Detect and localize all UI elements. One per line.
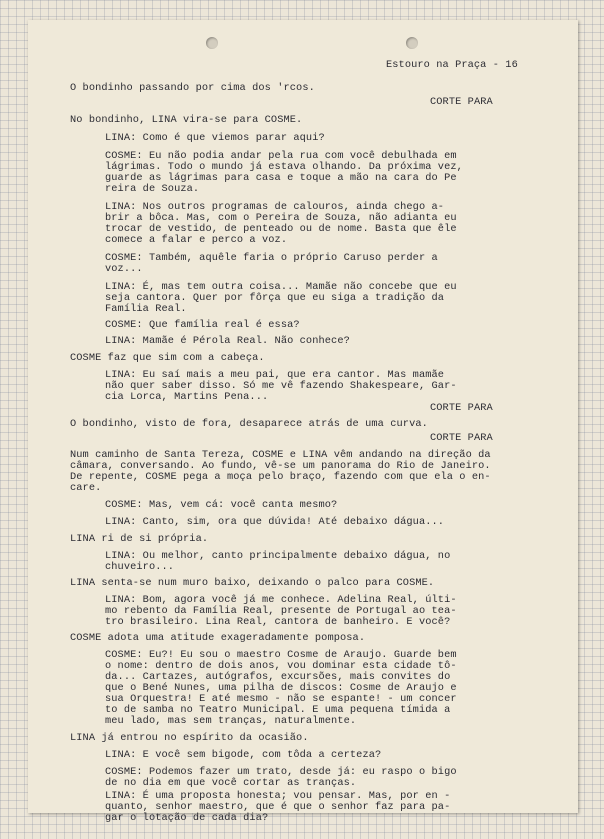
action-line: De repente, COSME pega a moça pelo braço, fazendo com que ela o en- <box>70 471 491 483</box>
dialogue-line: lágrimas. Todo o mundo já estava olhando. Da próxima vez, <box>105 161 463 173</box>
transition-line: CORTE PARA <box>430 402 493 414</box>
action-line: LINA já entrou no espírito da ocasião. <box>70 732 309 744</box>
dialogue-line: COSME: Podemos fazer um trato, desde já: eu raspo o bigo <box>105 766 457 778</box>
action-line: care. <box>70 482 102 494</box>
dialogue-line: chuveiro... <box>105 561 175 573</box>
page-header: Estouro na Praça - 16 <box>386 59 518 71</box>
dialogue-line: da... Cartazes, autógrafos, excursões, mais convites do <box>105 671 451 683</box>
dialogue-line: seja cantora. Quer por fôrça que eu siga a tradição da <box>105 292 445 304</box>
dialogue-line: gar o lotação de cada dia? <box>105 812 269 824</box>
action-line: LINA senta-se num muro baixo, deixando o palco para COSME. <box>70 577 435 589</box>
typewritten-page <box>28 20 578 824</box>
dialogue-line: o nome: dentro de dois anos, vou dominar esta cidade tô- <box>105 660 457 672</box>
action-line: No bondinho, LINA vira-se para COSME. <box>70 114 303 126</box>
dialogue-line: Família Real. <box>105 303 187 315</box>
dialogue-line: COSME: Mas, vem cá: você canta mesmo? <box>105 499 338 511</box>
dialogue-line: LINA: É uma proposta honesta; vou pensar. Mas, por en - <box>105 790 451 802</box>
dialogue-line: de no dia em que você cortar as tranças. <box>105 777 357 789</box>
dialogue-line: meu lado, mas sem tranças, naturalmente. <box>105 715 357 727</box>
dialogue-line: voz... <box>105 263 143 275</box>
dialogue-line: COSME: Eu?! Eu sou o maestro Cosme de Araujo. Guarde bem <box>105 649 457 661</box>
dialogue-line: brir a bôca. Mas, com o Pereira de Souza, não adianta eu <box>105 212 457 224</box>
dialogue-line: LINA: Bom, agora você já me conhece. Adelina Real, últi- <box>105 594 457 606</box>
dialogue-line: que o Bené Nunes, uma pilha de discos: Cosme de Araujo e <box>105 682 457 694</box>
dialogue-line: LINA: É, mas tem outra coisa... Mamãe não concebe que eu <box>105 281 457 293</box>
dialogue-line: sua Orquestra! E até mesmo - não se espante! - um concer <box>105 693 457 705</box>
dialogue-line: LINA: Canto, sim, ora que dúvida! Até debaixo dágua... <box>105 516 445 528</box>
dialogue-line: LINA: Mamãe é Pérola Real. Não conhece? <box>105 335 350 347</box>
dialogue-line: LINA: Nos outros programas de calouros, ainda chego a- <box>105 201 445 213</box>
dialogue-line: COSME: Eu não podia andar pela rua com você debulhada em <box>105 150 457 162</box>
action-line: LINA ri de si própria. <box>70 533 209 545</box>
action-line: câmara, conversando. Ao fundo, vê-se um panorama do Rio de Janeiro. <box>70 460 491 472</box>
action-line: Num caminho de Santa Tereza, COSME e LINA vêm andando na direção da <box>70 449 491 461</box>
action-line: COSME adota uma atitude exageradamente pomposa. <box>70 632 366 644</box>
action-line: COSME faz que sim com a cabeça. <box>70 352 265 364</box>
dialogue-line: LINA: E você sem bigode, com tôda a certeza? <box>105 749 382 761</box>
action-line: O bondinho passando por cima dos 'rcos. <box>70 82 315 94</box>
dialogue-line: não quer saber disso. Só me vê fazendo Shakespeare, Gar- <box>105 380 457 392</box>
dialogue-line: COSME: Que família real é essa? <box>105 319 300 331</box>
dialogue-line: reira de Souza. <box>105 183 200 195</box>
action-line: O bondinho, visto de fora, desaparece atrás de uma curva. <box>70 418 428 430</box>
dialogue-line: COSME: Também, aquêle faria o próprio Caruso perder a <box>105 252 438 264</box>
dialogue-line: cia Lorca, Martins Pena... <box>105 391 269 403</box>
dialogue-line: guarde as lágrimas para casa e toque a mão na cara do Pe <box>105 172 457 184</box>
dialogue-line: LINA: Ou melhor, canto principalmente debaixo dágua, no <box>105 550 451 562</box>
dialogue-line: LINA: Como é que viemos parar aqui? <box>105 132 325 144</box>
punch-hole <box>406 37 418 49</box>
dialogue-line: LINA: Eu saí mais a meu pai, que era cantor. Mas mamãe <box>105 369 445 381</box>
dialogue-line: to de samba no Teatro Municipal. E uma pequena tímida a <box>105 704 451 716</box>
dialogue-line: tro brasileiro. Lina Real, cantora de banheiro. E você? <box>105 616 451 628</box>
transition-line: CORTE PARA <box>430 432 493 444</box>
dialogue-line: quanto, senhor maestro, que é que o senhor faz para pa- <box>105 801 451 813</box>
dialogue-line: mo rebento da Família Real, presente de Portugal ao tea- <box>105 605 457 617</box>
dialogue-line: trocar de vestido, de penteado ou de nome. Basta que êle <box>105 223 457 235</box>
punch-hole <box>206 37 218 49</box>
dialogue-line: comece a falar e perco a voz. <box>105 234 288 246</box>
transition-line: CORTE PARA <box>430 96 493 108</box>
